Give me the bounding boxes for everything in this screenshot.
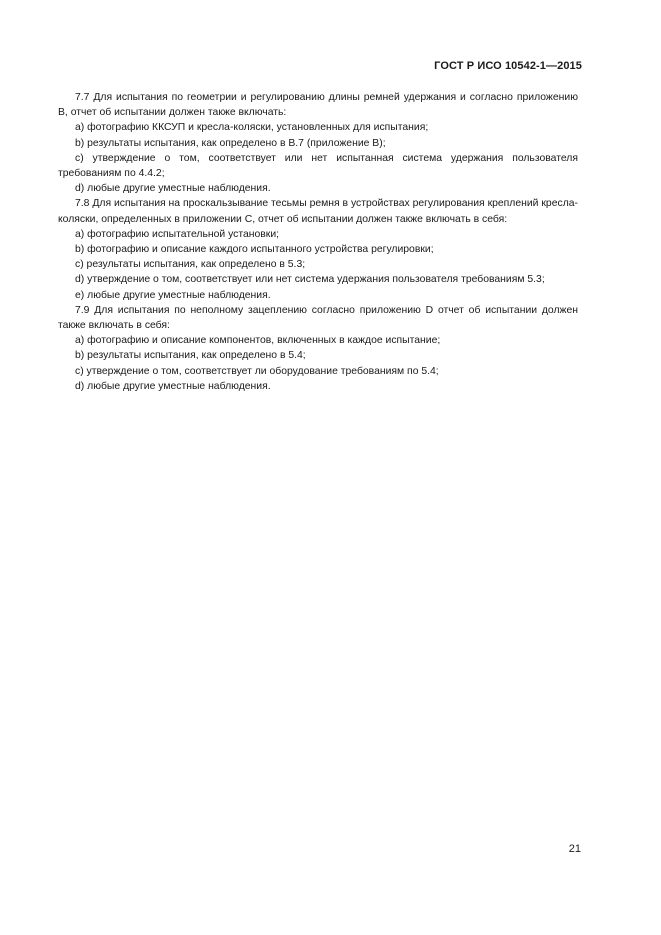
document-body — [58, 90, 578, 394]
list-item: d) любые другие уместные наблюдения. — [75, 380, 271, 392]
list-item: d) любые другие уместные наблюдения. — [75, 183, 271, 195]
list-item: c) утверждение о том, соответствует ли оборудование требованиям по 5.4; — [75, 365, 439, 377]
list-item: b) результаты испытания, как определено в 5.4; — [75, 350, 306, 362]
list-item: e) любые другие уместные наблюдения. — [75, 289, 271, 301]
list-item: c) результаты испытания, как определено в 5.3; — [75, 259, 306, 271]
clause-7-7-intro: 7.7 Для испытания по геометрии и регулированию длины ремней удержания и согласно приложению В, отчет об испытании должен также включать: — [58, 92, 578, 119]
list-item: a) фотографию ККСУП и кресла-коляски, установленных для испытания; — [75, 122, 429, 134]
list-item: a) фотографию и описание компонентов, включенных в каждое испытание; — [75, 335, 441, 347]
list-item: d) утверждение о том, соответствует или нет система удержания пользователя требованиям 5.3; — [75, 274, 545, 286]
page-number: 21 — [568, 843, 581, 855]
list-item: b) фотографию и описание каждого испытанного устройства регулировки; — [75, 244, 434, 256]
list-item: b) результаты испытания, как определено в В.7 (приложение В); — [75, 137, 386, 149]
document-header: ГОСТ Р ИСО 10542-1—2015 — [434, 60, 582, 72]
clause-7-8-intro: 7.8 Для испытания на проскальзывание тесьмы ремня в устройствах регулирования креплений кресла-коляски, определенных в приложении С, отчет об испытании должен также включать в себя: — [58, 198, 578, 225]
list-item: a) фотографию испытательной установки; — [75, 228, 280, 240]
list-item: c) утверждение о том, соответствует или нет испытанная система удержания пользователя требованиям по 4.4.2; — [58, 152, 578, 180]
clause-7-9-intro: 7.9 Для испытания по неполному зацеплению согласно приложению D отчет об испытании должен также включать в себя: — [58, 304, 578, 332]
